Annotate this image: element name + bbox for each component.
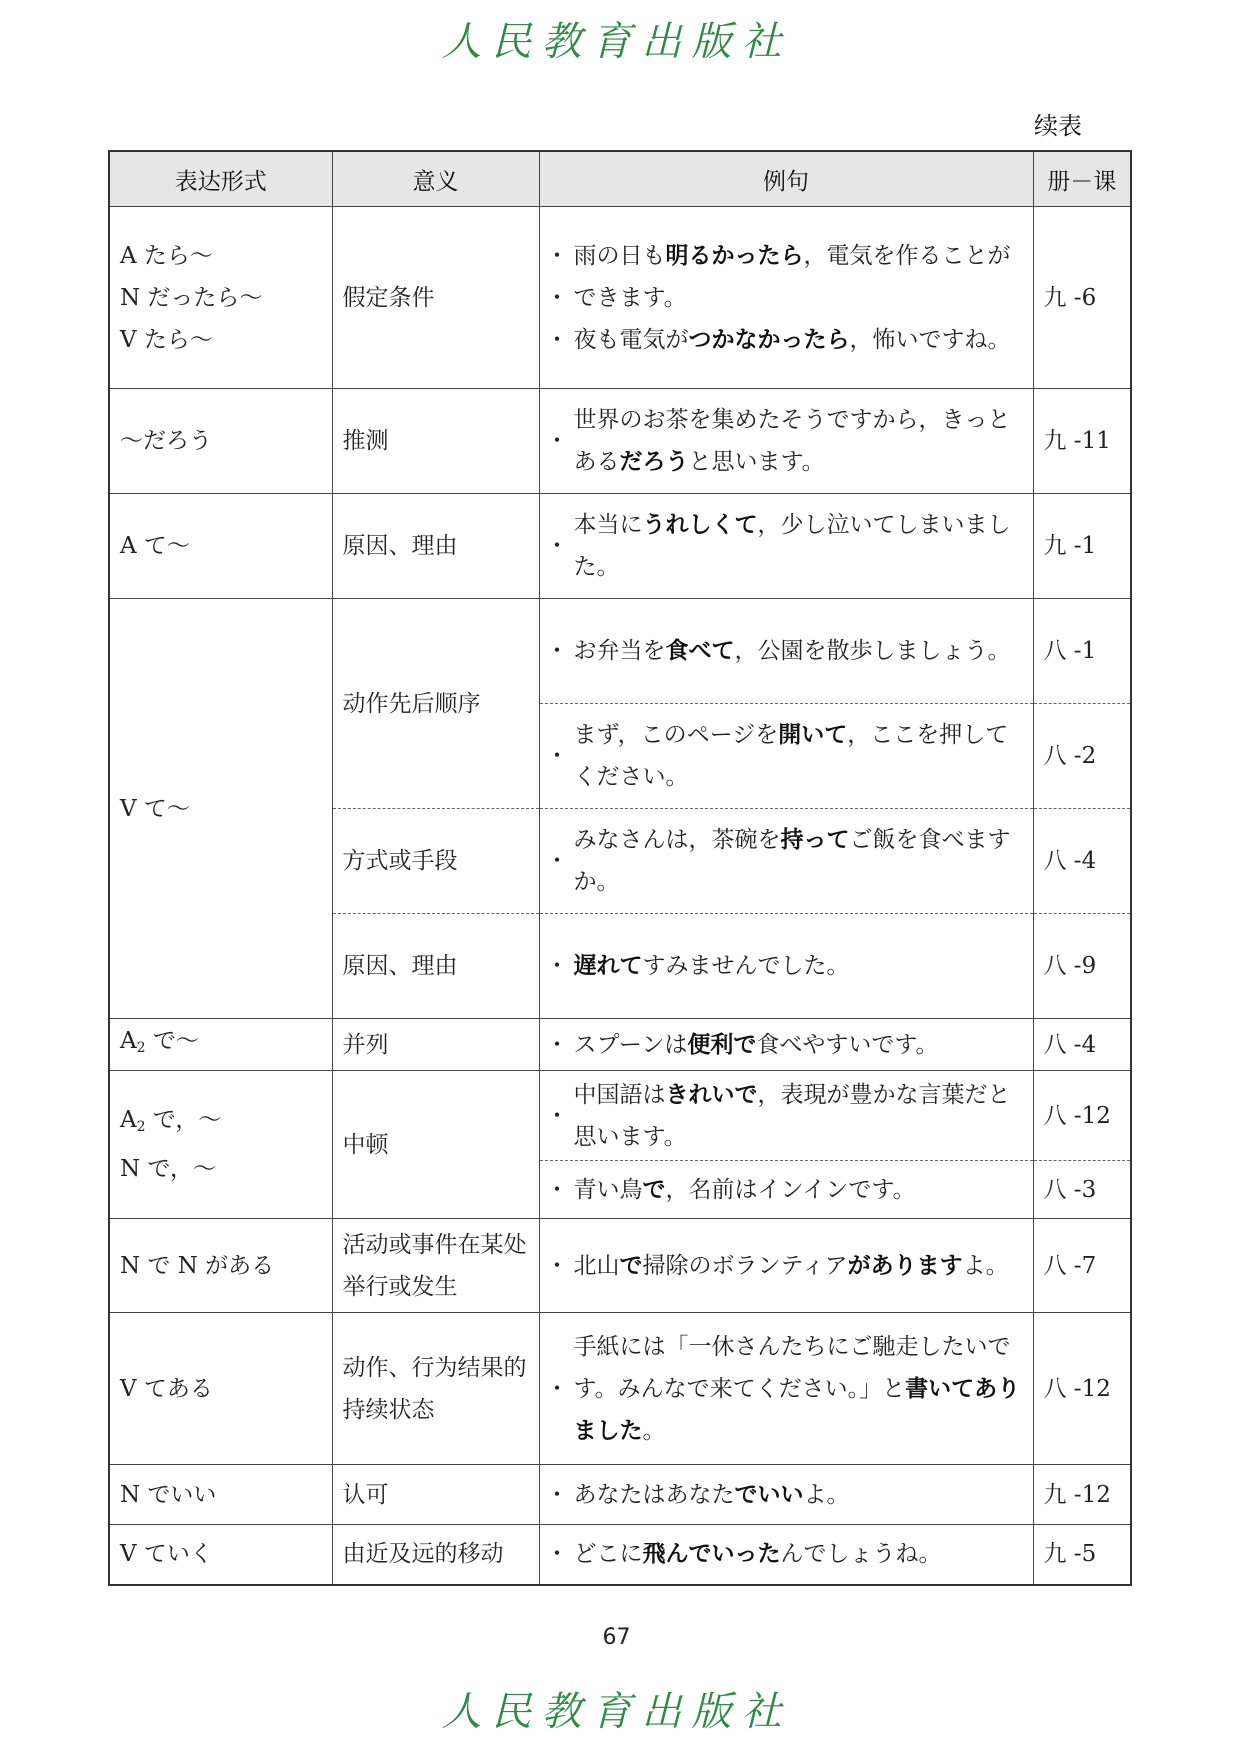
meaning-cell: 由近及远的移动 [332, 1525, 539, 1585]
table-row [109, 207, 1131, 389]
lesson-cell: 八 -2 [1033, 704, 1131, 809]
lesson-cell: 八 -12 [1033, 1313, 1131, 1465]
lesson-cell: 八 -7 [1033, 1219, 1131, 1313]
lesson-cell: 八 -4 [1033, 1019, 1131, 1071]
page-number: 67 [602, 1625, 631, 1650]
example-cell: ・ 遅れてすみませんでした。 [539, 914, 1033, 1019]
lesson-cell: 八 -12 [1033, 1071, 1131, 1161]
example-cell: ・ どこに飛んでいったんでしょうね。 [539, 1525, 1033, 1585]
form-cell: $A_2$ で，～ N で，～ [109, 1071, 332, 1219]
header-meaning: 意义 [332, 151, 539, 207]
example-cell: ・ 本当にうれしくて，少し泣いてしまいました。 [539, 494, 1033, 599]
meaning-cell: 并列 [332, 1019, 539, 1071]
grammar-table [108, 150, 1132, 1586]
lesson-cell: 九 -11 [1033, 389, 1131, 494]
lesson-cell: 八 -3 [1033, 1161, 1131, 1219]
form-cell: V ていく [109, 1525, 332, 1585]
example-cell: ・ 世界のお茶を集めたそうですから，きっとあるだろうと思います。 [539, 389, 1033, 494]
example-cell: ・ みなさんは，茶碗を持ってご飯を食べますか。 [539, 809, 1033, 914]
example-cell: ・ スプーンは便利で食べやすいです。 [539, 1019, 1033, 1071]
form-cell: V て～ [109, 599, 332, 1019]
table-header-row [109, 151, 1131, 207]
lesson-cell: 九 -6 [1033, 207, 1131, 389]
table-row [109, 1465, 1131, 1525]
example-cell: ・ ・ 雨の日も明るかったら，電気を作ることができます。 ・ 夜も電気がつかなかったら，怖いですね。 [539, 207, 1033, 389]
meaning-cell: 原因、理由 [332, 914, 539, 1019]
example-cell: ・ 手紙には「一休さんたちにご馳走したいです。みんなで来てください。」と書いてありました。 [539, 1313, 1033, 1465]
table-row [109, 389, 1131, 494]
publisher-logo-top: 人民教育出版社 [441, 19, 792, 65]
form-cell: ～だろう [109, 389, 332, 494]
continued-label: 续表 [1034, 112, 1082, 140]
example-cell: ・ まず，このページを開いて，ここを押してください。 [539, 704, 1033, 809]
form-cell: A て～ [109, 494, 332, 599]
example-cell: ・ 青い鳥で，名前はインインです。 [539, 1161, 1033, 1219]
table-row [109, 599, 1131, 704]
lesson-cell: 八 -1 [1033, 599, 1131, 704]
lesson-cell: 九 -12 [1033, 1465, 1131, 1525]
lesson-cell: 九 -5 [1033, 1525, 1131, 1585]
lesson-cell: 八 -4 [1033, 809, 1131, 914]
example-cell: ・ あなたはあなたでいいよ。 [539, 1465, 1033, 1525]
meaning-cell: 中顿 [332, 1071, 539, 1219]
example-cell: ・ お弁当を食べて，公園を散歩しましょう。 [539, 599, 1033, 704]
meaning-cell: 动作、行为结果的持续状态 [332, 1313, 539, 1465]
meaning-cell: 动作先后顺序 [332, 599, 539, 809]
meaning-cell: 推测 [332, 389, 539, 494]
form-cell: V てある [109, 1313, 332, 1465]
table-row [109, 1525, 1131, 1585]
lesson-cell: 九 -1 [1033, 494, 1131, 599]
form-cell: N で N がある [109, 1219, 332, 1313]
form-cell: A たら～ N だったら～ V たら～ [109, 207, 332, 389]
example-cell: ・ 中国語はきれいで，表現が豊かな言葉だと思います。 [539, 1071, 1033, 1161]
publisher-logo-bottom: 人民教育出版社 [441, 1689, 792, 1735]
meaning-cell: 活动或事件在某处举行或发生 [332, 1219, 539, 1313]
table-row [109, 1019, 1131, 1071]
form-cell: N でいい [109, 1465, 332, 1525]
form-cell: $A_2$ で～ [109, 1019, 332, 1071]
header-lesson: 册－课 [1033, 151, 1131, 207]
lesson-cell: 八 -9 [1033, 914, 1131, 1019]
header-example: 例句 [539, 151, 1033, 207]
header-form: 表达形式 [109, 151, 332, 207]
meaning-cell: 认可 [332, 1465, 539, 1525]
meaning-cell: 原因、理由 [332, 494, 539, 599]
table-row [109, 1219, 1131, 1313]
meaning-cell: 方式或手段 [332, 809, 539, 914]
example-cell: ・ 北山で掃除のボランティアがありますよ。 [539, 1219, 1033, 1313]
table-row [109, 1071, 1131, 1161]
meaning-cell: 假定条件 [332, 207, 539, 389]
table-row [109, 1313, 1131, 1465]
table-row [109, 494, 1131, 599]
